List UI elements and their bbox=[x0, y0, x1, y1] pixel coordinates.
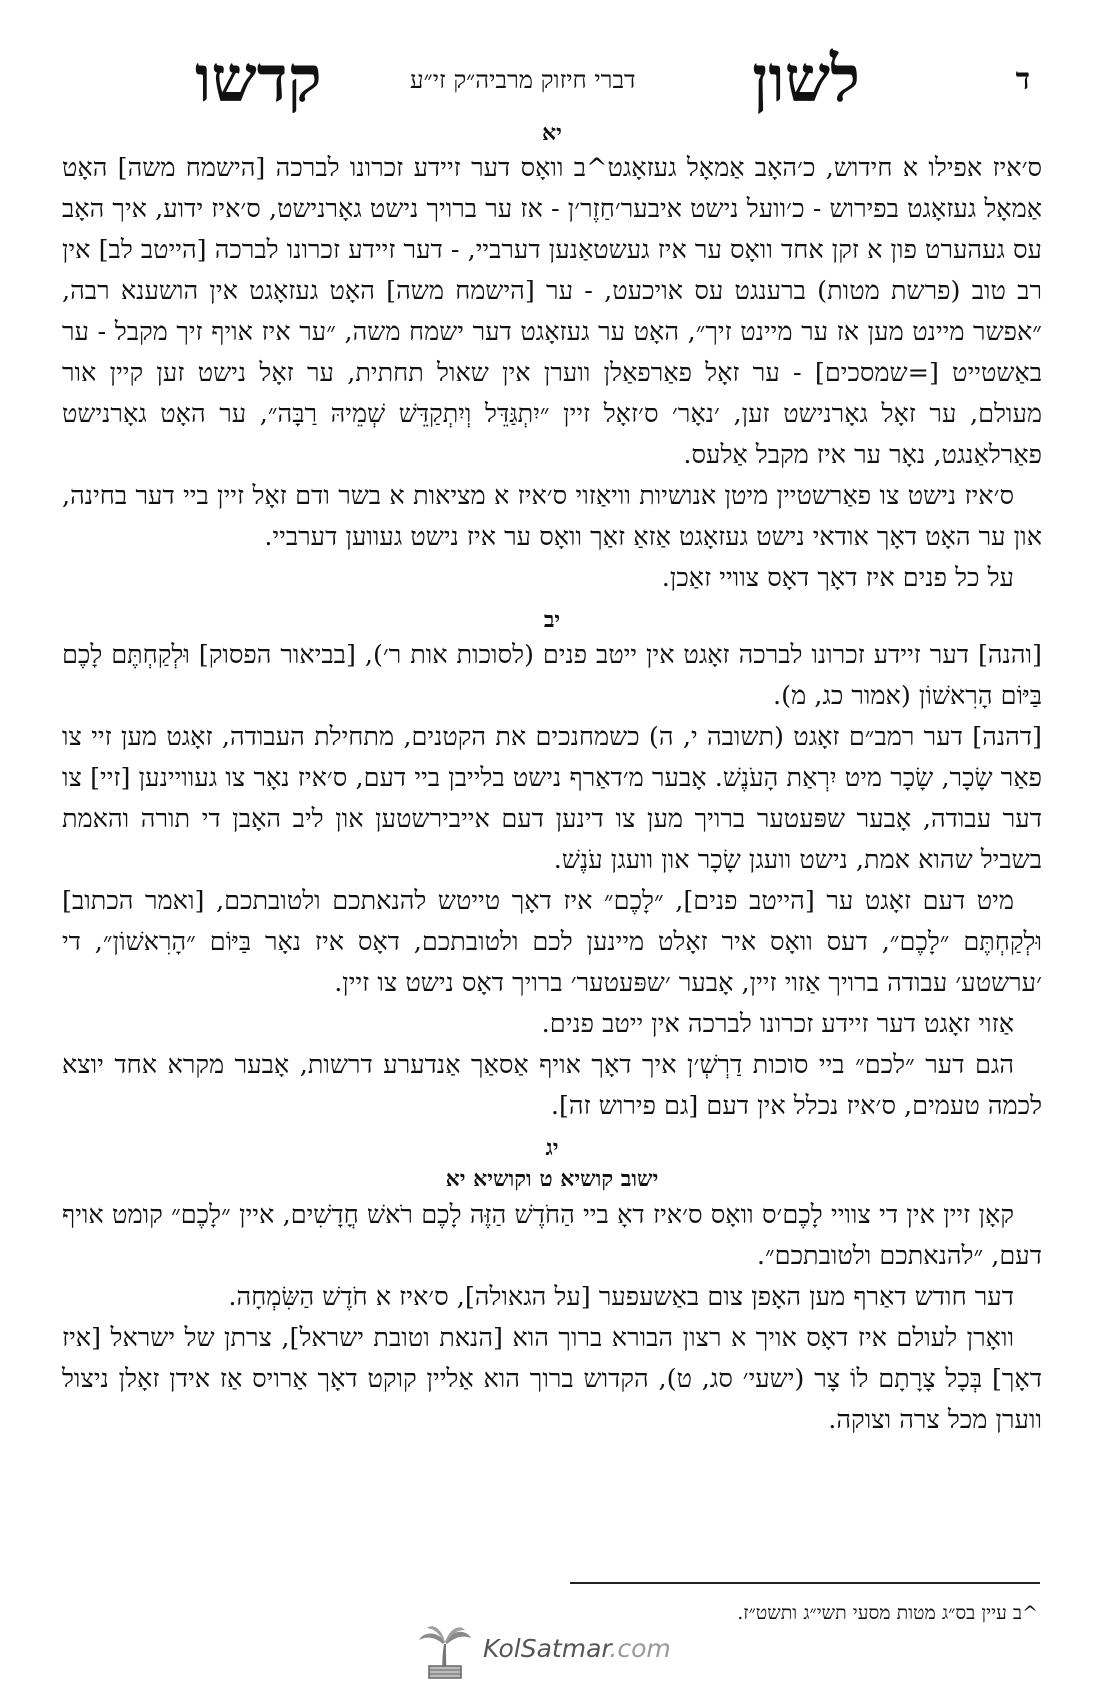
section-number: יא bbox=[542, 120, 562, 146]
page-number: ד bbox=[1015, 62, 1030, 97]
footnote: ^ב עיין בס״ג מטות מסעי תשי״ג ותשט״ז. bbox=[737, 1602, 1038, 1624]
paragraph: [דהנה] דער רמב״ם זאָגט (תשובה י, ה) כשמחנכים את הקטנים, מתחילת העבודה, זאָגט מען זיי צו פאַר שָׂכָר, שָׂכָר מיט יִרְאַת הָעֹנֶשׁ. אָבער מ׳דאַרף נישט בלייבן ביי דעם, ס׳איז נאָר צו געוויינען [זיי] צו דער עבודה, אָבער שפּעטער ברויך מען צו דינען דעם אייבירשטען און ליב האָבן די תורה והאמת בשביל שהוא אמת, נישט וועגן שָׂכָר און וועגן עֹנֶשׁ. bbox=[62, 722, 1042, 875]
section-number: יג bbox=[545, 1135, 559, 1161]
paragraph: מיט דעם זאָגט ער [הייטב פנים], ״לָכֶם״ איז דאָך טייטש להנאתכם ולטובתכם, [ואמר הכתוב] וּלְקַחְתֶּם ״לָכֶם״, דעס וואָס איר זאָלט מיינען לכם ולטובתכם, דאָס איז נאָר בַּיּוֹם ״הָרִאשׁוֹן״, די ׳ערשטע׳ עבודה ברויך אַזוי זיין, אָבער ׳שפּעטער׳ ברויך דאָס נישט צו זיין. bbox=[62, 886, 1042, 998]
main-text bbox=[62, 112, 1042, 1441]
paragraph: על כל פנים איז דאָך דאָס צוויי זאַכן. bbox=[661, 563, 1014, 593]
running-title-right: לשון bbox=[752, 42, 860, 117]
section-title: ישוב קושיא ט וקושיא יא bbox=[445, 1166, 659, 1192]
paragraph: [והנה] דער זיידע זכרונו לברכה זאָגט אין ייטב פנים (לסוכות אות ר׳), [בביאור הפסוק] וּלְקַחְתֶּם לָכֶם בַּיּוֹם הָרִאשׁוֹן (אמור כג, מ). bbox=[62, 640, 1042, 711]
running-title-left: קדשו bbox=[195, 42, 322, 117]
paragraph: דער חודש דאַרף מען האָפן צום באַשעפער [על הגאולה], ס׳איז א חֹדֶשׁ הַשִּׂמְחָה. bbox=[228, 1282, 1014, 1312]
paragraph: קאָן זיין אין די צוויי לָכֶם׳ס וואָס ס׳איז דאָ ביי הַחֹדֶשׁ הַזֶּה לָכֶם רֹאשׁ חֳדָשִׁים, איין ״לָכֶם״ קומט אויף דעם, ״להנאתכם ולטובתכם״. bbox=[62, 1200, 1042, 1271]
palm-tree-logo-icon bbox=[415, 1622, 475, 1682]
logo-text: KolSatmar.com bbox=[483, 1634, 671, 1663]
section-number: יב bbox=[543, 607, 561, 633]
paragraph: אַזוי זאָגט דער זיידע זכרונו לברכה אין ייטב פנים. bbox=[541, 1009, 1014, 1039]
footnote-divider bbox=[570, 1582, 1040, 1584]
paragraph: הגם דער ״לכם״ ביי סוכות דַרְשְׁ׳ן איך דאָך אויף אַסאַך אַנדערע דרשות, אָבער מקרא אחד יוצא לכמה טעמים, ס׳איז נכלל אין דעם [גם פירוש זה]. bbox=[62, 1050, 1042, 1121]
paragraph: וואָרן לעולם איז דאָס אויך א רצון הבורא ברוך הוא [הנאת וטובת ישראל], צרתן של ישראל [איז דאָך] בְּכָל צָרָתָם לוֹ צָר (ישעי׳ סג, ט), הקדוש ברוך הוא אַליין קוקט דאָך אַרויס אַז אידן זאָלן ניצול ווערן מכל צרה וצוקה. bbox=[62, 1323, 1042, 1435]
paragraph: ס׳איז אפילו א חידוש, כ׳האָב אַמאָל געזאָגט^ב וואָס דער זיידע זכרונו לברכה [הישמח משה] האָט אַמאָל געזאָגט בפירוש - כ׳וועל נישט איבער׳חַזֶר׳ן - אז ער ברויך נישט גאָרנישט, ס׳איז ידוע, איך האָב עס געהערט פון א זקן אחד וואָס ער איז געשטאַנען דערביי, - דער זיידע זכרונו לברכה [הייטב לב] אין רב טוב (פרשת מטות) ברענגט עס אויכעט, - ער [הישמח משה] האָט געזאָגט אין הושענא רבה, ״אפשר מיינט מען אז ער מיינט זיך״, האָט ער געזאָגט דער ישמח משה, ״ער איז אויף זיך מקבל - ער באַשטייט [=שמסכים] - ער זאָל פאַרפאַלן ווערן אין שאול תחתית, ער זאָל נישט זען קיין אור מעולם, ער זאָל גאָרנישט זען, ׳נאָר׳ ס׳זאָל זיין ״יִתְגַּדֵּל וְיִתְקַדֵּשׁ שְׁמֵיהּ רַבָּה״, ער האָט גאָרנישט פאַרלאַנגט, נאָר ער איז מקבל אַלעס. bbox=[62, 153, 1042, 470]
paragraph: ס׳איז נישט צו פאַרשטיין מיטן אנושיות וויאַזוי ס׳איז א מציאות א בשר ודם זאָל זיין ביי דער בחינה, און ער האָט דאָך אודאי נישט געזאָגט אַזאַ זאַך וואָס ער איז נישט געווען דערביי. bbox=[62, 481, 1042, 552]
running-subtitle: דברי חיזוק מרביה״ק זי״ע bbox=[410, 66, 636, 94]
page-header bbox=[70, 40, 1040, 117]
